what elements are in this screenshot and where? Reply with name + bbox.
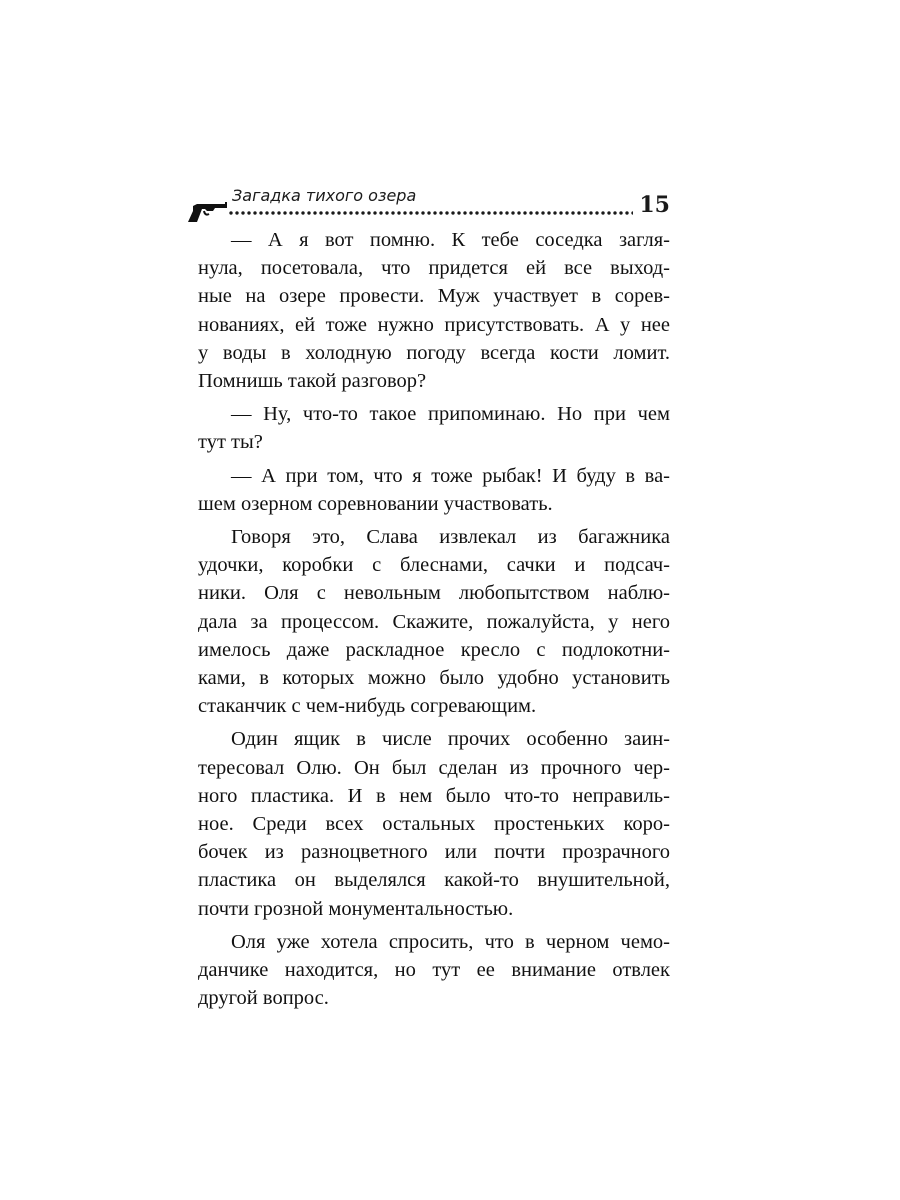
page-number: 15 — [639, 192, 670, 218]
paragraph — [198, 400, 670, 456]
text-line: нованиях, ей тоже нужно присутствовать. А у нее — [198, 313, 670, 336]
paragraph — [198, 523, 670, 720]
revolver-icon — [185, 200, 229, 224]
paragraph — [198, 928, 670, 1013]
text-line: ники. Оля с невольным любопытством наблю- — [198, 582, 670, 605]
text-line: тут ты? — [198, 431, 263, 454]
text-line: ное. Среди всех остальных простеньких коро- — [198, 813, 670, 836]
text-line: ные на озере провести. Муж участвует в сорев- — [198, 285, 670, 308]
paragraph — [198, 226, 670, 395]
text-line: Один ящик в числе прочих особенно заин- — [231, 728, 670, 751]
text-line: ного пластика. И в нем было что-то неправиль- — [198, 784, 670, 807]
text-line: дала за процессом. Скажите, пожалуйста, у него — [198, 610, 670, 633]
text-line: — А я вот помню. К тебе соседка загля- — [231, 229, 670, 251]
text-line: Оля уже хотела спросить, что в черном чемо- — [231, 930, 670, 953]
text-line: данчике находится, но тут ее внимание отвлек — [198, 959, 670, 982]
body-text — [198, 226, 670, 1012]
text-line: ками, в которых можно было удобно установить — [198, 667, 670, 690]
text-line: Помнишь такой разговор? — [198, 370, 427, 393]
text-line: нула, посетовала, что придется ей все выход- — [198, 257, 670, 280]
text-line: — Ну, что-то такое припоминаю. Но при чем — [231, 403, 670, 426]
text-line: имелось даже раскладное кресло с подлокотни- — [198, 638, 670, 661]
dotted-rule — [228, 211, 633, 215]
text-line: другой вопрос. — [198, 987, 329, 1010]
text-line: тересовал Олю. Он был сделан из прочного чер- — [198, 756, 670, 779]
text-line: у воды в холодную погоду всегда кости ломит. — [198, 341, 670, 364]
text-line: Говоря это, Слава извлекал из багажника — [231, 526, 670, 549]
text-line: шем озерном соревновании участвовать. — [198, 492, 553, 515]
text-line: удочки, коробки с блеснами, сачки и подсач- — [198, 554, 670, 577]
text-line: — А при том, что я тоже рыбак! И буду в ва- — [231, 464, 670, 487]
paragraph — [198, 725, 670, 922]
text-line: бочек из разноцветного или почти прозрачного — [198, 841, 670, 864]
text-line: пластика он выделялся какой-то внушительной, — [198, 869, 670, 892]
text-line: почти грозной монументальностью. — [198, 897, 514, 920]
page-header — [180, 184, 670, 230]
running-title: Загадка тихого озера — [232, 186, 417, 205]
paragraph — [198, 462, 670, 518]
text-line: стаканчик с чем-нибудь согревающим. — [198, 695, 537, 718]
